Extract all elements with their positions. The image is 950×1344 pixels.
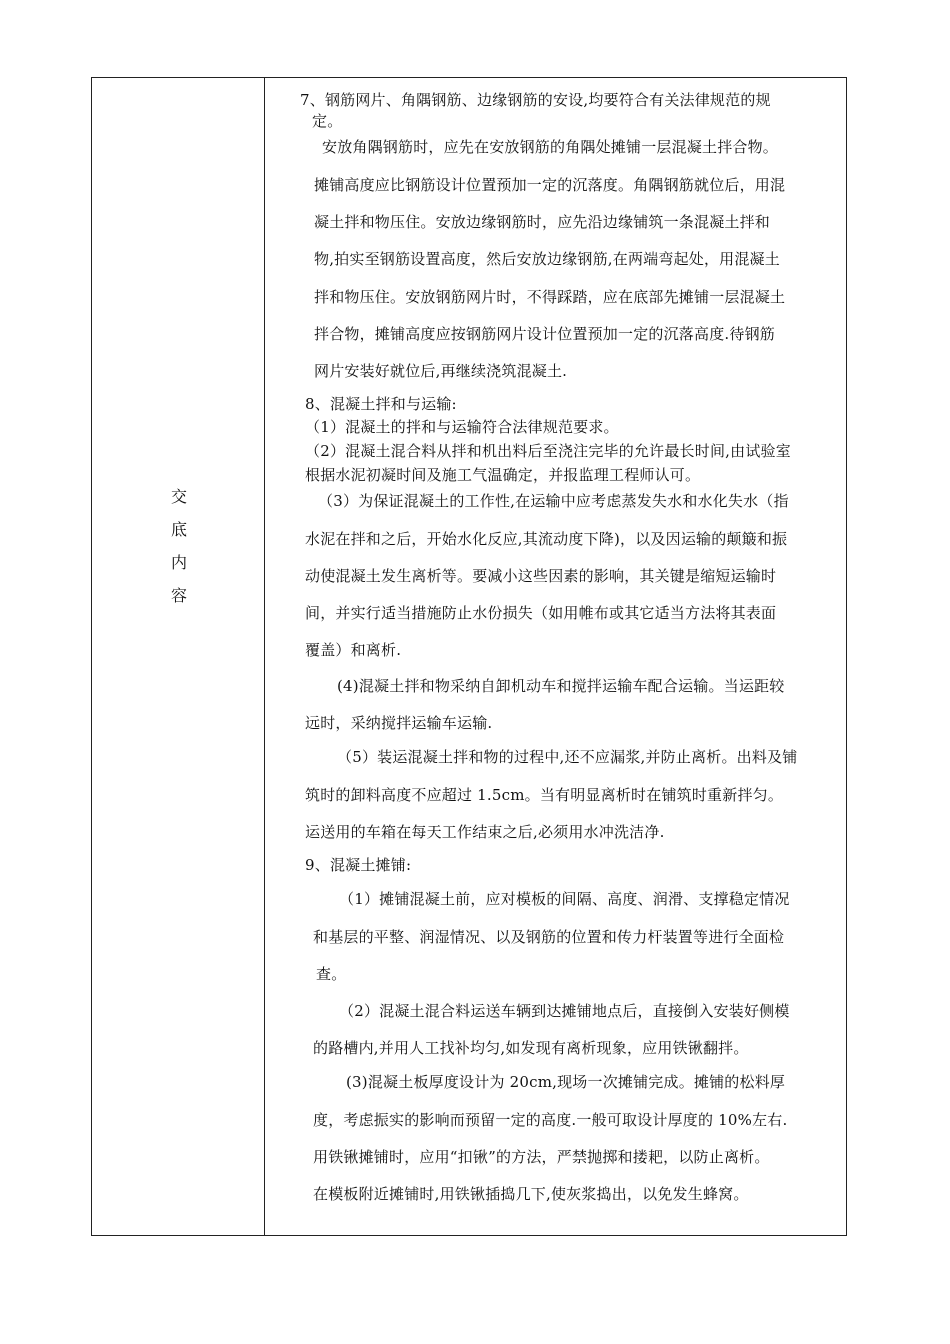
content-line: 间，并实行适当措施防止水份损失（如用帷布或其它适当方法将其表面: [305, 604, 777, 622]
section-label-char: 容: [170, 586, 187, 605]
content-line: 远时，采纳搅拌运输车运输.: [305, 714, 493, 732]
content-line: （2）混凝土混合料运送车辆到达摊铺地点后，直接倒入安装好侧模: [339, 1002, 790, 1020]
content-line: 定。: [312, 112, 343, 130]
content-line: 水泥在拌和之后，开始水化反应,其流动度下降)，以及因运输的颠簸和振: [305, 530, 788, 548]
content-line: （5）装运混凝土拌和物的过程中,还不应漏浆,并防止离析。出料及铺: [337, 748, 798, 766]
content-line: 度，考虑振实的影响而预留一定的高度.一般可取设计厚度的 10%左右.: [313, 1111, 788, 1129]
content-line: 运送用的车箱在每天工作结束之后,必须用水冲洗洁净.: [305, 823, 665, 841]
content-line: 动使混凝土发生离析等。要减小这些因素的影响，其关键是缩短运输时: [305, 567, 777, 585]
content-line: 筑时的卸料高度不应超过 1.5cm。当有明显离析时在铺筑时重新拌匀。: [305, 786, 784, 804]
content-line: 凝土拌和物压住。安放边缘钢筋时，应先沿边缘铺筑一条混凝土拌和: [314, 213, 771, 231]
content-line: 网片安装好就位后,再继续浇筑混凝土.: [314, 362, 568, 380]
content-line: 拌合物，摊铺高度应按钢筋网片设计位置预加一定的沉落高度.待钢筋: [314, 325, 775, 343]
content-line: 拌和物压住。安放钢筋网片时，不得踩踏，应在底部先摊铺一层混凝土: [314, 288, 786, 306]
content-cell: [92, 78, 848, 1235]
content-line: 查。: [316, 965, 347, 983]
content-line: 覆盖）和离析.: [305, 641, 402, 659]
content-line: （1）摊铺混凝土前，应对模板的间隔、高度、润滑、支撑稳定情况: [339, 890, 790, 908]
content-line: 用铁锹摊铺时，应用“扣锹”的方法，严禁抛掷和搂耙，以防止离析。: [313, 1148, 770, 1166]
section-label-char: 底: [170, 520, 187, 539]
content-line: 物,拍实至钢筋设置高度，然后安放边缘钢筋,在两端弯起处，用混凝土: [314, 250, 780, 268]
section-label-char: 内: [170, 553, 187, 572]
section-label-char: 交: [170, 487, 187, 506]
content-line: 摊铺高度应比钢筋设计位置预加一定的沉落度。角隅钢筋就位后，用混: [314, 176, 786, 194]
content-line: （1）混凝土的拌和与运输符合法律规范要求。: [305, 418, 619, 436]
content-line: 7、钢筋网片、角隅钢筋、边缘钢筋的安设,均要符合有关法律规范的规: [300, 91, 771, 109]
content-line: 8、混凝土拌和与运输:: [305, 395, 457, 413]
content-line: 根据水泥初凝时间及施工气温确定，并报监理工程师认可。: [305, 466, 701, 484]
disclosure-table: [91, 77, 847, 1236]
content-line: 在模板附近摊铺时,用铁锹插捣几下,使灰浆捣出，以免发生蜂窝。: [313, 1185, 749, 1203]
content-line: （2）混凝土混合料从拌和机出料后至浇注完毕的允许最长时间,由试验室: [305, 442, 791, 460]
content-line: （3）为保证混凝土的工作性,在运输中应考虑蒸发失水和水化失水（指: [318, 492, 789, 510]
content-line: (3)混凝土板厚度设计为 20cm,现场一次摊铺完成。摊铺的松料厚: [346, 1073, 786, 1091]
content-line: 安放角隅钢筋时，应先在安放钢筋的角隅处摊铺一层混凝土拌合物。: [322, 138, 779, 156]
content-line: 的路槽内,并用人工找补均匀,如发现有离析现象，应用铁锹翻拌。: [313, 1039, 749, 1057]
content-line: 和基层的平整、润湿情况、以及钢筋的位置和传力杆装置等进行全面检: [313, 928, 785, 946]
content-line: 9、混凝土摊铺:: [305, 856, 412, 874]
content-line: (4)混凝土拌和物采纳自卸机动车和搅拌运输车配合运输。当运距较: [337, 677, 785, 695]
